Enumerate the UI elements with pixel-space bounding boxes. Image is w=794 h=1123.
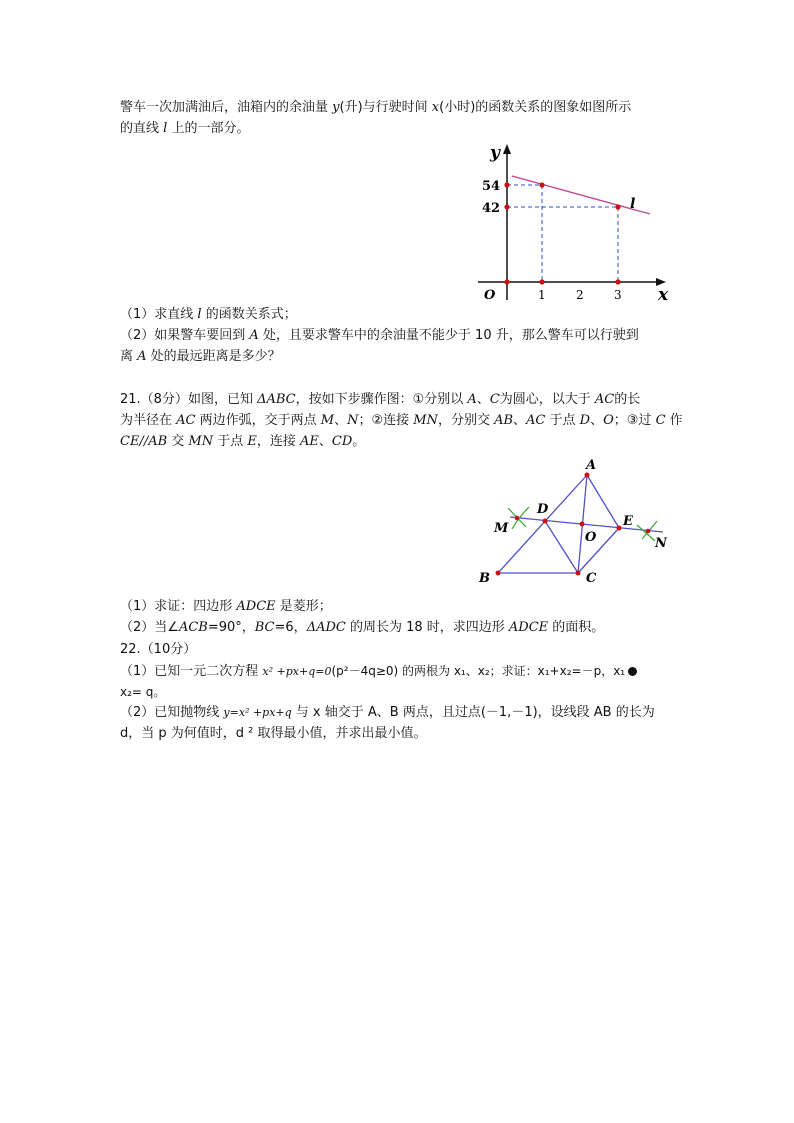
label-n: N — [655, 536, 667, 551]
point-1-0 — [539, 279, 544, 284]
intro-line-1: 警车一次加满油后，油箱内的余油量 y(升)与行驶时间 x(小时)的函数关系的图象如图所示 — [120, 100, 632, 115]
point-3-42 — [615, 204, 620, 209]
q21-part1: （1）求证：四边形 ADCE 是菱形； — [120, 599, 332, 614]
point-0-42 — [504, 204, 509, 209]
line-l-label: l — [630, 196, 636, 212]
point-0-54 — [504, 182, 509, 187]
y-tick-54: 54 — [482, 179, 501, 194]
label-o: O — [585, 530, 597, 545]
segment-cd — [545, 521, 578, 573]
label-m: M — [494, 521, 509, 536]
bullet-dot-icon — [628, 667, 637, 676]
label-d: D — [537, 502, 549, 517]
point-o — [580, 522, 585, 527]
point-d — [543, 519, 548, 524]
q21-line2: 为半径在 AC 两边作弧，交于两点 M、N；②连接 MN，分别交 AB、AC 于点 D、O；③过 C 作 — [120, 413, 683, 428]
q21-part2: （2）当∠ACB=90°，BC=6，ΔADC 的周长为 18 时，求四边形 ADCE 的面积。 — [120, 620, 605, 635]
origin-label: O — [484, 288, 496, 303]
point-1-54 — [539, 182, 544, 187]
q22-part1-cont: x₂= q。 — [120, 685, 166, 699]
y-tick-42: 42 — [482, 201, 501, 216]
x-axis-label: x — [658, 285, 669, 305]
x-tick-3: 3 — [614, 288, 622, 302]
point-a — [585, 473, 590, 478]
label-a: A — [586, 458, 597, 473]
point-m — [515, 516, 520, 521]
q22-header: 22.（10分） — [120, 642, 197, 657]
q22-part2-cont: d，当 p 为何值时，d ² 取得最小值，并求出最小值。 — [120, 726, 427, 741]
rhombus-figure — [479, 455, 675, 590]
q21-line1: 21.（8分）如图，已知 ΔABC，按如下步骤作图：①分别以 A、C为圆心，以大于 AC的长 — [120, 392, 641, 407]
fuel-graph — [470, 140, 680, 305]
y-axis-label: y — [490, 143, 500, 163]
q20-part2-line1: （2）如果警车要回到 A 处，且要求警车中的余油量不能少于 10 升，那么警车可以行驶到 — [120, 328, 639, 343]
segment-ae — [587, 475, 619, 528]
point-e — [617, 526, 622, 531]
q20-part1: （1）求直线 l 的函数关系式； — [120, 307, 297, 322]
q21-line3: CE//AB 交 MN 于点 E，连接 AE、CD。 — [120, 434, 366, 449]
point-b — [496, 571, 501, 576]
q22-part1: （1）已知一元二次方程 x² +px+q=0(p²－4q≥0) 的两根为 x₁、x₂；求证：x₁+x₂=－p，x₁ — [120, 662, 680, 681]
label-c: C — [586, 571, 597, 586]
y-axis-arrow — [503, 144, 511, 154]
point-3-0 — [615, 279, 620, 284]
point-n — [646, 529, 651, 534]
point-origin — [504, 279, 509, 284]
label-e: E — [623, 514, 633, 529]
x-tick-1: 1 — [538, 288, 546, 302]
point-c — [576, 571, 581, 576]
label-b: B — [479, 571, 490, 586]
segment-ab — [498, 475, 587, 573]
q20-part2-line2: 离 A 处的最远距离是多少？ — [120, 349, 281, 364]
q22-part2: （2）已知抛物线 y=x² +px+q 与 x 轴交于 A、B 两点，且过点(－1,－1)，设线段 AB 的长为 — [120, 705, 655, 720]
x-tick-2: 2 — [576, 288, 584, 302]
intro-line-2: 的直线 l 上的一部分。 — [120, 121, 250, 136]
